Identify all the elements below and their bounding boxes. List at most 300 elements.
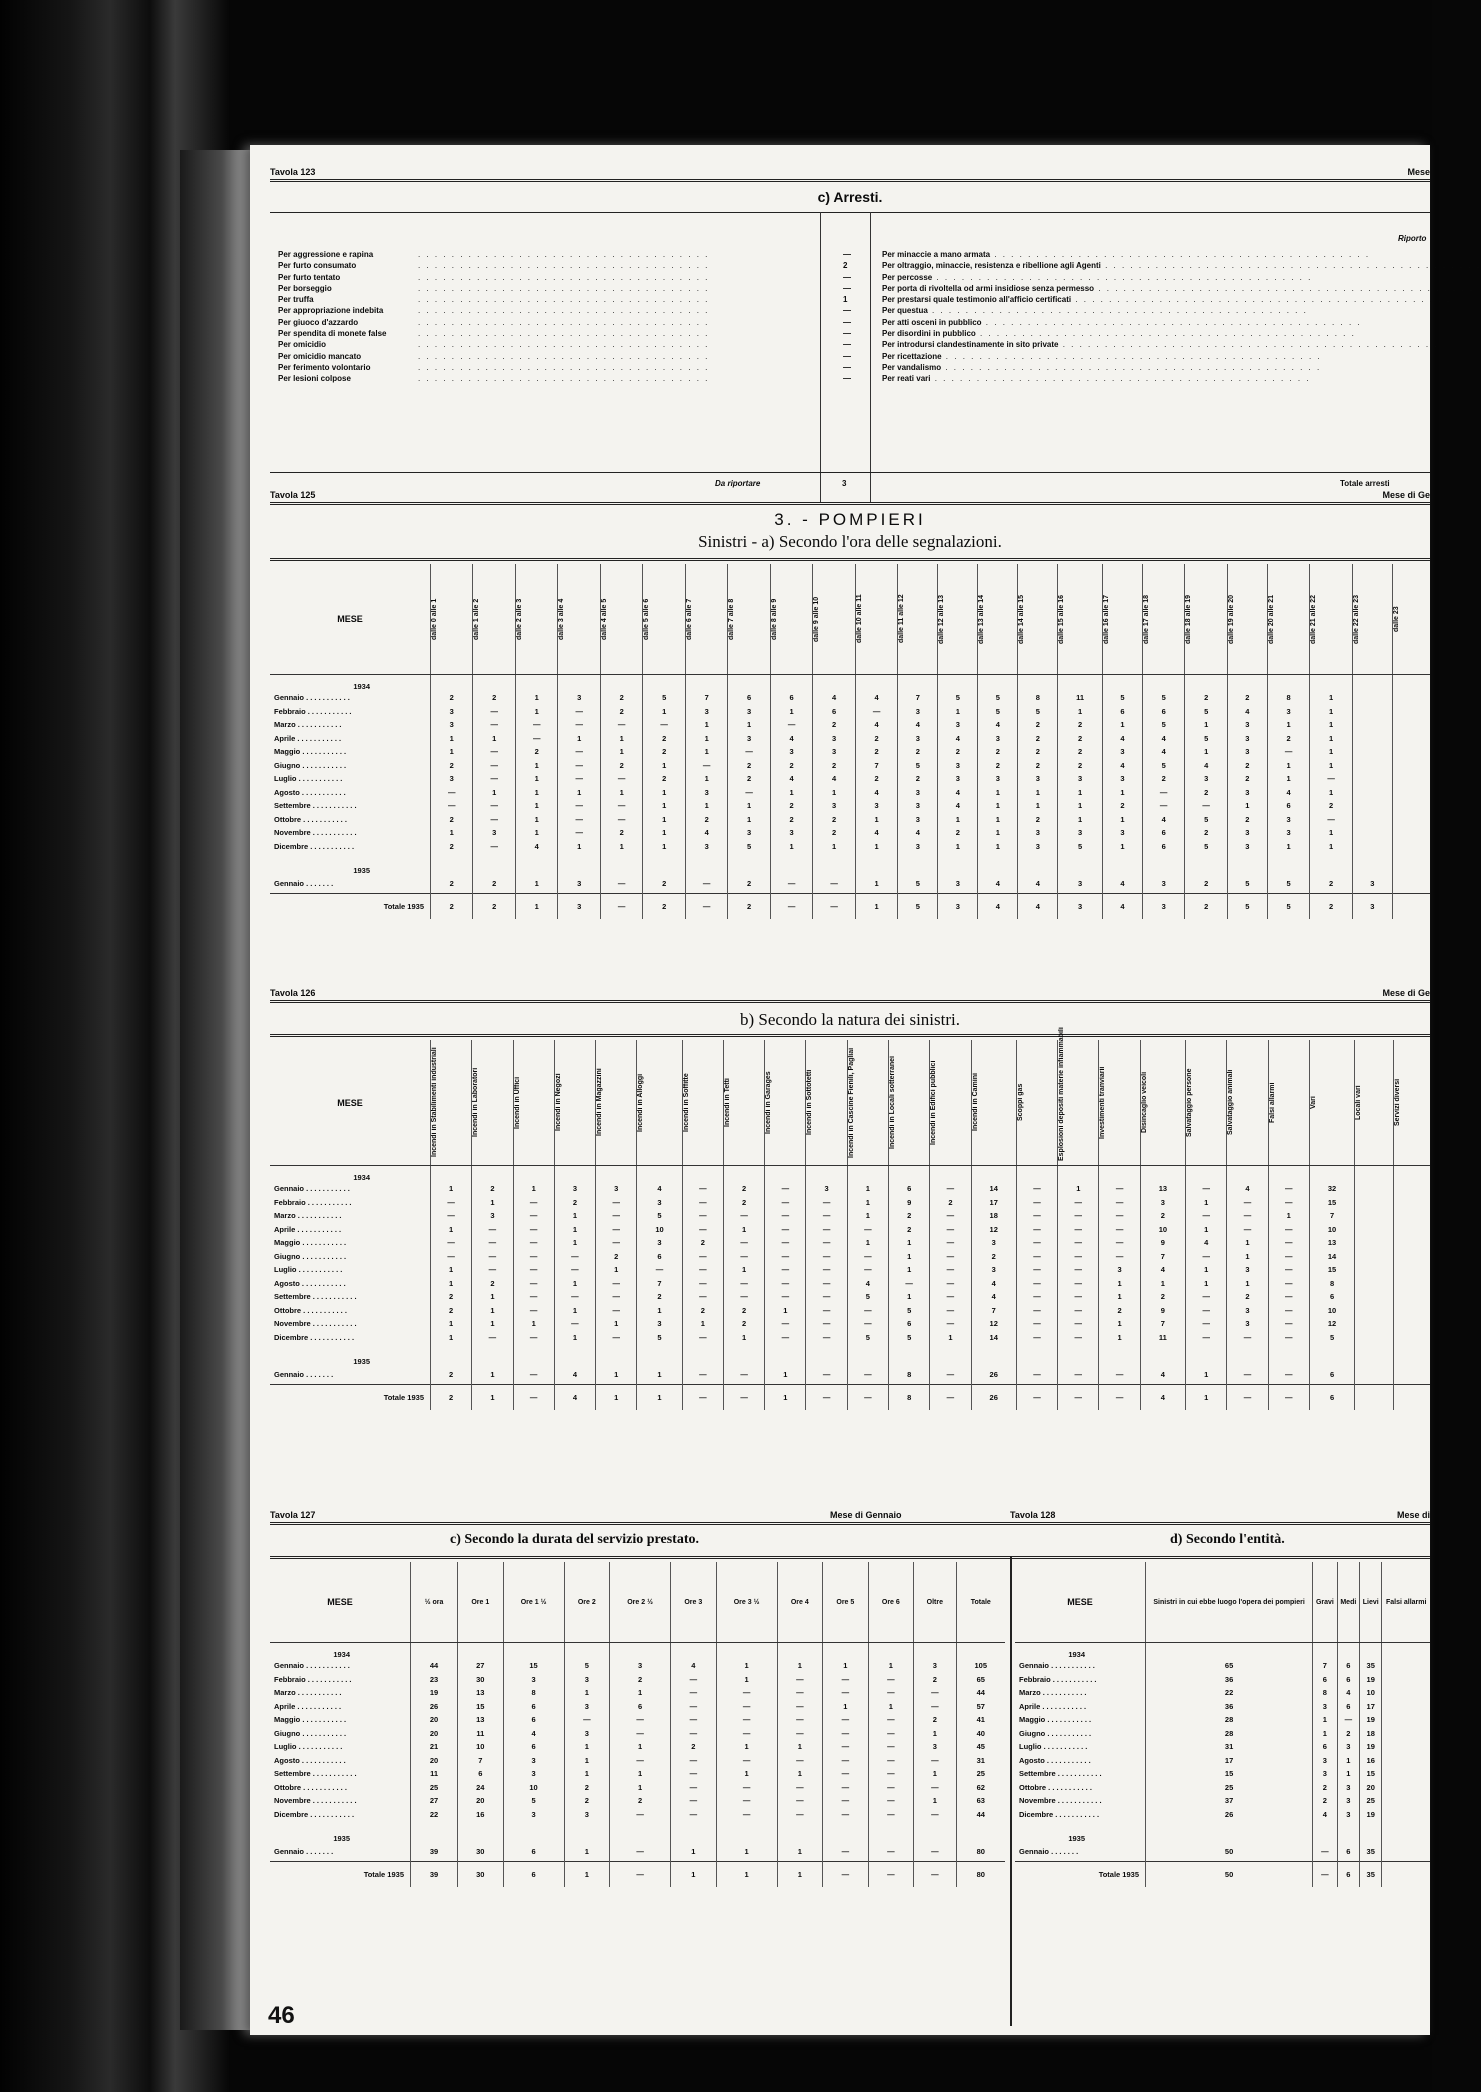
cell: 25 xyxy=(1146,1781,1313,1795)
cell xyxy=(1394,1166,1430,1183)
cell xyxy=(682,1344,723,1366)
column-header-text: Oltre xyxy=(926,1598,943,1606)
cell: — xyxy=(728,786,770,800)
column-header xyxy=(1392,564,1430,675)
dots: . . . . . . . . . . . . . . . . . . . . . . . . . . . . . . . . . . . xyxy=(418,340,710,350)
cell: 1 xyxy=(1186,1366,1227,1384)
cell: 1 xyxy=(596,1263,637,1277)
column-header xyxy=(1267,564,1309,675)
cell: — xyxy=(554,1290,595,1304)
cell: — xyxy=(473,759,515,773)
cell: — xyxy=(682,1196,723,1210)
table-row xyxy=(270,1754,1005,1768)
cell: 30 xyxy=(458,1843,504,1861)
cell: — xyxy=(930,1223,971,1237)
arresto-value: — xyxy=(843,317,851,327)
arresti-right-list xyxy=(882,249,1481,385)
total-cell: 2 xyxy=(473,893,515,919)
cell: 1 xyxy=(600,732,642,746)
cell: 1 xyxy=(1185,718,1227,732)
cell: 2 xyxy=(855,745,897,759)
column-header-text: dalle 19 alle 20 xyxy=(1227,594,1235,644)
cell xyxy=(1099,1344,1140,1366)
cell xyxy=(596,1344,637,1366)
cell: 2 xyxy=(1313,1781,1337,1795)
cell: 1 xyxy=(554,1331,595,1345)
column-header xyxy=(1186,1040,1227,1166)
cell: 1 xyxy=(1227,1277,1268,1291)
cell: 4 xyxy=(1102,732,1142,746)
cell: 1 xyxy=(431,826,473,840)
cell: 8 xyxy=(1313,1686,1337,1700)
cell: — xyxy=(855,705,897,719)
total-cell xyxy=(1392,893,1430,919)
cell: 7 xyxy=(855,759,897,773)
cell: 15 xyxy=(1360,1767,1382,1781)
cell xyxy=(823,1643,869,1660)
cell: 26 xyxy=(1146,1808,1313,1822)
month-label: Aprile . . . . . . . . . . . xyxy=(1019,1701,1087,1711)
cell: — xyxy=(806,1236,847,1250)
cell: 1 xyxy=(868,1659,914,1673)
year-row xyxy=(270,675,1430,692)
cell: 1 xyxy=(847,1196,888,1210)
cell: 1 xyxy=(1186,1196,1227,1210)
title-row xyxy=(270,1532,1430,1552)
cell: 1 xyxy=(473,732,515,746)
col-divider xyxy=(870,212,871,502)
table-row xyxy=(1015,1659,1430,1673)
cell: 2 xyxy=(723,1182,764,1196)
cell: 1 xyxy=(564,1686,610,1700)
column-header-text: dalle 13 alle 14 xyxy=(978,594,986,644)
cell: 2 xyxy=(855,732,897,746)
cell xyxy=(458,1643,504,1660)
column-header xyxy=(868,1562,914,1643)
column-header-text: Medi xyxy=(1340,1598,1357,1606)
cell xyxy=(806,1344,847,1366)
cell: 4 xyxy=(554,1366,595,1384)
cell xyxy=(1227,1344,1268,1366)
cell: 50 xyxy=(1146,1843,1313,1861)
cell: 6 xyxy=(770,691,812,705)
cell: 28 xyxy=(1146,1713,1313,1727)
column-header xyxy=(1016,1040,1057,1166)
cell xyxy=(1394,1304,1430,1318)
cell: 1 xyxy=(728,813,770,827)
cell: 1 xyxy=(1313,1727,1337,1741)
cell: 1 xyxy=(716,1767,777,1781)
column-header xyxy=(813,564,855,675)
column-header xyxy=(558,564,600,675)
cell: 3 xyxy=(637,1196,682,1210)
cell: 2 xyxy=(431,840,473,854)
cell: 7 xyxy=(637,1277,682,1291)
cell: 1 xyxy=(1099,1290,1140,1304)
cell xyxy=(513,1166,554,1183)
cell: 1 xyxy=(685,718,727,732)
cell: 2 xyxy=(473,691,515,705)
column-header xyxy=(855,564,897,675)
arresto-value: — xyxy=(843,340,851,350)
cell xyxy=(1352,759,1392,773)
cell xyxy=(1267,675,1309,692)
arresto-label: Per ricettazione xyxy=(882,351,942,361)
cell: 1 xyxy=(554,1223,595,1237)
cell xyxy=(868,1821,914,1843)
column-header-text: Ore 1 ½ xyxy=(520,1598,547,1606)
arresto-row-left xyxy=(278,339,868,350)
column-header-text: dalle 1 alle 2 xyxy=(473,598,481,640)
rule xyxy=(270,472,1430,473)
cell xyxy=(1382,1643,1430,1660)
total-cell: — xyxy=(770,893,812,919)
month-label: Settembre . . . . . . . . . . . xyxy=(1019,1769,1102,1779)
cell: 1 xyxy=(564,1767,610,1781)
month-label: Novembre . . . . . . . . . . . xyxy=(1019,1796,1102,1806)
cell: 2 xyxy=(938,745,978,759)
cell: 9 xyxy=(889,1196,930,1210)
cell: — xyxy=(610,1754,671,1768)
cell: — xyxy=(600,799,642,813)
cell: 10 xyxy=(1309,1223,1354,1237)
cell: — xyxy=(777,1808,823,1822)
cell: 1 xyxy=(1058,786,1103,800)
cell: 5 xyxy=(1227,875,1267,893)
total-cell: — xyxy=(868,1861,914,1887)
cell xyxy=(1352,691,1392,705)
cell xyxy=(1227,675,1267,692)
cell: — xyxy=(868,1727,914,1741)
total-cell: 1 xyxy=(637,1384,682,1410)
cell: 3 xyxy=(898,840,938,854)
cell: 1 xyxy=(515,772,557,786)
cell: 1 xyxy=(1099,1331,1140,1345)
cell: — xyxy=(930,1317,971,1331)
cell xyxy=(716,1643,777,1660)
cell: — xyxy=(600,813,642,827)
table-row xyxy=(1015,1781,1430,1795)
total-cell: 5 xyxy=(1227,893,1267,919)
cell: 5 xyxy=(1142,718,1184,732)
cell: — xyxy=(513,1263,554,1277)
cell: 1 xyxy=(515,691,557,705)
cell: 4 xyxy=(813,691,855,705)
cell: — xyxy=(847,1250,888,1264)
column-header-text: Sinistri in cui ebbe luogo l'opera dei pompieri xyxy=(1153,1598,1305,1606)
cell: — xyxy=(1186,1317,1227,1331)
cell: 2 xyxy=(1142,772,1184,786)
cell xyxy=(1355,1236,1394,1250)
cell: — xyxy=(813,875,855,893)
cell: 4 xyxy=(1140,1263,1185,1277)
cell: 105 xyxy=(956,1659,1005,1673)
column-header xyxy=(1227,1040,1268,1166)
cell: 3 xyxy=(914,1659,956,1673)
cell: 6 xyxy=(1337,1659,1359,1673)
cell xyxy=(515,853,557,875)
cell: 16 xyxy=(458,1808,504,1822)
cell: 17 xyxy=(1146,1754,1313,1768)
total-cell: — xyxy=(1227,1384,1268,1410)
column-header-text: Ore 2 ½ xyxy=(627,1598,653,1606)
table-row xyxy=(270,1740,1005,1754)
table-row xyxy=(270,799,1430,813)
cell xyxy=(1355,1366,1394,1384)
cell: 3 xyxy=(473,826,515,840)
cell: — xyxy=(716,1808,777,1822)
totale-arresti-label: Totale arresti xyxy=(1340,479,1390,488)
cell: — xyxy=(716,1754,777,1768)
cell: 1 xyxy=(1058,705,1103,719)
cell: 3 xyxy=(898,786,938,800)
cell: 3 xyxy=(1227,1304,1268,1318)
total-cell: — xyxy=(847,1384,888,1410)
cell: 65 xyxy=(956,1673,1005,1687)
column-header-text: Incendi in Laboratori xyxy=(472,1067,480,1138)
rule xyxy=(270,179,1430,182)
total-cell: 1 xyxy=(1186,1384,1227,1410)
arresto-label: Per vandalismo xyxy=(882,362,942,372)
cell xyxy=(1382,1727,1430,1741)
cell: 5 xyxy=(637,1209,682,1223)
total-label: Totale 1935 xyxy=(270,1384,431,1410)
total-cell: 1 xyxy=(716,1861,777,1887)
cell: 1 xyxy=(1099,1317,1140,1331)
cell: — xyxy=(847,1366,888,1384)
cell: — xyxy=(914,1754,956,1768)
total-cell: — xyxy=(813,893,855,919)
cell: 6 xyxy=(1142,705,1184,719)
cell xyxy=(1355,1317,1394,1331)
cell: 1 xyxy=(978,786,1018,800)
cell xyxy=(1382,1740,1430,1754)
column-header-text: Falsi allarmi xyxy=(1268,1082,1276,1123)
cell xyxy=(472,1166,513,1183)
cell: 4 xyxy=(978,718,1018,732)
cell xyxy=(1394,1290,1430,1304)
total-cell xyxy=(1355,1384,1394,1410)
table-row xyxy=(270,1686,1005,1700)
cell: 11 xyxy=(411,1767,458,1781)
month-label: Febbraio . . . . . . . . . . . xyxy=(274,1674,352,1684)
total-cell: 6 xyxy=(1337,1861,1359,1887)
cell: — xyxy=(1016,1290,1057,1304)
cell: 2 xyxy=(1018,732,1058,746)
cell: — xyxy=(806,1366,847,1384)
cell: — xyxy=(1142,799,1184,813)
cell: — xyxy=(515,732,557,746)
cell: — xyxy=(1058,1366,1099,1384)
cell xyxy=(723,1344,764,1366)
dots: . . . . . . . . . . . . . . . . . . . . . . . . . . . . . . . . . . . xyxy=(418,329,710,339)
cell xyxy=(1392,759,1430,773)
cell: 5 xyxy=(847,1331,888,1345)
total-label: Totale 1935 xyxy=(1015,1861,1146,1887)
cell: 1 xyxy=(431,732,473,746)
cell: 2 xyxy=(930,1196,971,1210)
cell: 7 xyxy=(458,1754,504,1768)
column-header xyxy=(1268,1040,1309,1166)
cell xyxy=(938,853,978,875)
cell: — xyxy=(1099,1366,1140,1384)
cell: 3 xyxy=(1018,772,1058,786)
column-header-text: Incendi in Locali sotterranei xyxy=(889,1056,897,1149)
cell: 1 xyxy=(777,1659,823,1673)
cell: 2 xyxy=(1018,718,1058,732)
cell: — xyxy=(1268,1196,1309,1210)
cell: 6 xyxy=(458,1767,504,1781)
cell: — xyxy=(473,799,515,813)
dots: . . . . . . . . . . . . . . . . . . . . . . . . . . . . . . . . . . . xyxy=(418,283,710,293)
table-row xyxy=(1015,1740,1430,1754)
column-header-text: dalle 20 alle 21 xyxy=(1267,594,1275,644)
month-label: Agosto . . . . . . . . . . . xyxy=(1019,1755,1091,1765)
cell: 3 xyxy=(1227,840,1267,854)
cell: 19 xyxy=(1360,1808,1382,1822)
cell: 6 xyxy=(503,1843,564,1861)
cell: — xyxy=(806,1317,847,1331)
cell: 63 xyxy=(956,1794,1005,1808)
cell: 2 xyxy=(1099,1304,1140,1318)
month-label: Marzo . . . . . . . . . . . xyxy=(274,1211,342,1221)
column-header-text: Salvataggio animali xyxy=(1227,1069,1235,1136)
cell: — xyxy=(914,1843,956,1861)
cell: — xyxy=(1227,1331,1268,1345)
table-row xyxy=(1015,1754,1430,1768)
arresto-value: — xyxy=(843,283,851,293)
cell: 3 xyxy=(1102,745,1142,759)
table-row xyxy=(270,1366,1430,1384)
month-label: Gennaio . . . . . . . xyxy=(1019,1847,1079,1857)
cell: 3 xyxy=(1313,1767,1337,1781)
cell: 2 xyxy=(431,759,473,773)
cell: 3 xyxy=(558,875,600,893)
total-cell: 6 xyxy=(1309,1384,1354,1410)
cell: 1 xyxy=(431,1223,472,1237)
cell: — xyxy=(1016,1196,1057,1210)
year-label: 1934 xyxy=(333,1650,350,1659)
cell: 4 xyxy=(855,691,897,705)
cell xyxy=(1392,772,1430,786)
cell xyxy=(431,1344,472,1366)
table-header-row xyxy=(1015,1562,1430,1643)
month-label: Marzo . . . . . . . . . . . xyxy=(274,720,342,730)
rule xyxy=(270,1034,1430,1037)
cell: — xyxy=(472,1223,513,1237)
cell xyxy=(1394,1263,1430,1277)
cell xyxy=(1355,1223,1394,1237)
arresto-label: Per omicidio xyxy=(278,340,327,350)
cell: 1 xyxy=(1310,759,1352,773)
column-header xyxy=(564,1562,610,1643)
mese-header: MESE xyxy=(270,564,431,675)
cell: 1 xyxy=(1313,1713,1337,1727)
cell xyxy=(1102,853,1142,875)
cell: 2 xyxy=(515,745,557,759)
cell: — xyxy=(1186,1250,1227,1264)
cell: 1 xyxy=(1310,786,1352,800)
cell: 1 xyxy=(1099,1277,1140,1291)
cell: — xyxy=(823,1781,869,1795)
cell: — xyxy=(914,1808,956,1822)
cell: 4 xyxy=(515,840,557,854)
cell: 2 xyxy=(1227,813,1267,827)
cell: — xyxy=(610,1808,671,1822)
cell: 6 xyxy=(813,705,855,719)
cell: — xyxy=(558,745,600,759)
cell xyxy=(1018,853,1058,875)
cell: 1 xyxy=(515,875,557,893)
cell: 5 xyxy=(1185,813,1227,827)
cell: 1 xyxy=(716,1740,777,1754)
column-header-text: dalle 22 alle 23 xyxy=(1352,594,1360,644)
column-header-text: Incendi in Uffici xyxy=(513,1076,521,1129)
cell: 1 xyxy=(1267,759,1309,773)
cell: — xyxy=(723,1277,764,1291)
cell: 1 xyxy=(855,875,897,893)
cell: — xyxy=(637,1263,682,1277)
table-row xyxy=(270,1727,1005,1741)
cell: 3 xyxy=(1267,826,1309,840)
cell: 4 xyxy=(1142,732,1184,746)
cell: — xyxy=(889,1277,930,1291)
cell: — xyxy=(806,1250,847,1264)
total-cell: 35 xyxy=(1360,1861,1382,1887)
cell: 3 xyxy=(564,1727,610,1741)
cell: — xyxy=(868,1673,914,1687)
column-header xyxy=(1352,564,1392,675)
cell: 2 xyxy=(770,759,812,773)
total-row xyxy=(270,893,1430,919)
cell: 3 xyxy=(1337,1808,1359,1822)
cell xyxy=(1267,853,1309,875)
cell: 4 xyxy=(938,786,978,800)
total-cell: 26 xyxy=(971,1384,1016,1410)
rule xyxy=(270,1556,1430,1559)
year-row xyxy=(270,1166,1430,1183)
cell: 15 xyxy=(1309,1196,1354,1210)
column-header-text: Incendi in Sottotetti xyxy=(806,1069,814,1136)
cell xyxy=(1392,675,1430,692)
cell: — xyxy=(716,1781,777,1795)
cell: — xyxy=(806,1304,847,1318)
arresto-row-left xyxy=(278,249,868,260)
arresto-value: — xyxy=(843,272,851,282)
cell: 2 xyxy=(728,759,770,773)
cell: — xyxy=(1268,1304,1309,1318)
cell: — xyxy=(1058,1196,1099,1210)
cell: 1 xyxy=(1310,705,1352,719)
cell: — xyxy=(723,1290,764,1304)
column-header-text: Ore 4 xyxy=(790,1598,809,1606)
cell: 2 xyxy=(1018,745,1058,759)
cell: — xyxy=(777,1673,823,1687)
cell xyxy=(431,1166,472,1183)
cell: 35 xyxy=(1360,1843,1382,1861)
table-row xyxy=(270,840,1430,854)
cell: 19 xyxy=(1360,1673,1382,1687)
cell: 4 xyxy=(813,772,855,786)
column-header-text: Incendi in Negozi xyxy=(554,1073,562,1132)
cell xyxy=(473,853,515,875)
year-row xyxy=(270,853,1430,875)
cell xyxy=(685,853,727,875)
cell: 13 xyxy=(1309,1236,1354,1250)
month-label: Dicembre . . . . . . . . . . . xyxy=(274,1809,355,1819)
cell: 3 xyxy=(1352,875,1392,893)
cell: 12 xyxy=(1309,1317,1354,1331)
